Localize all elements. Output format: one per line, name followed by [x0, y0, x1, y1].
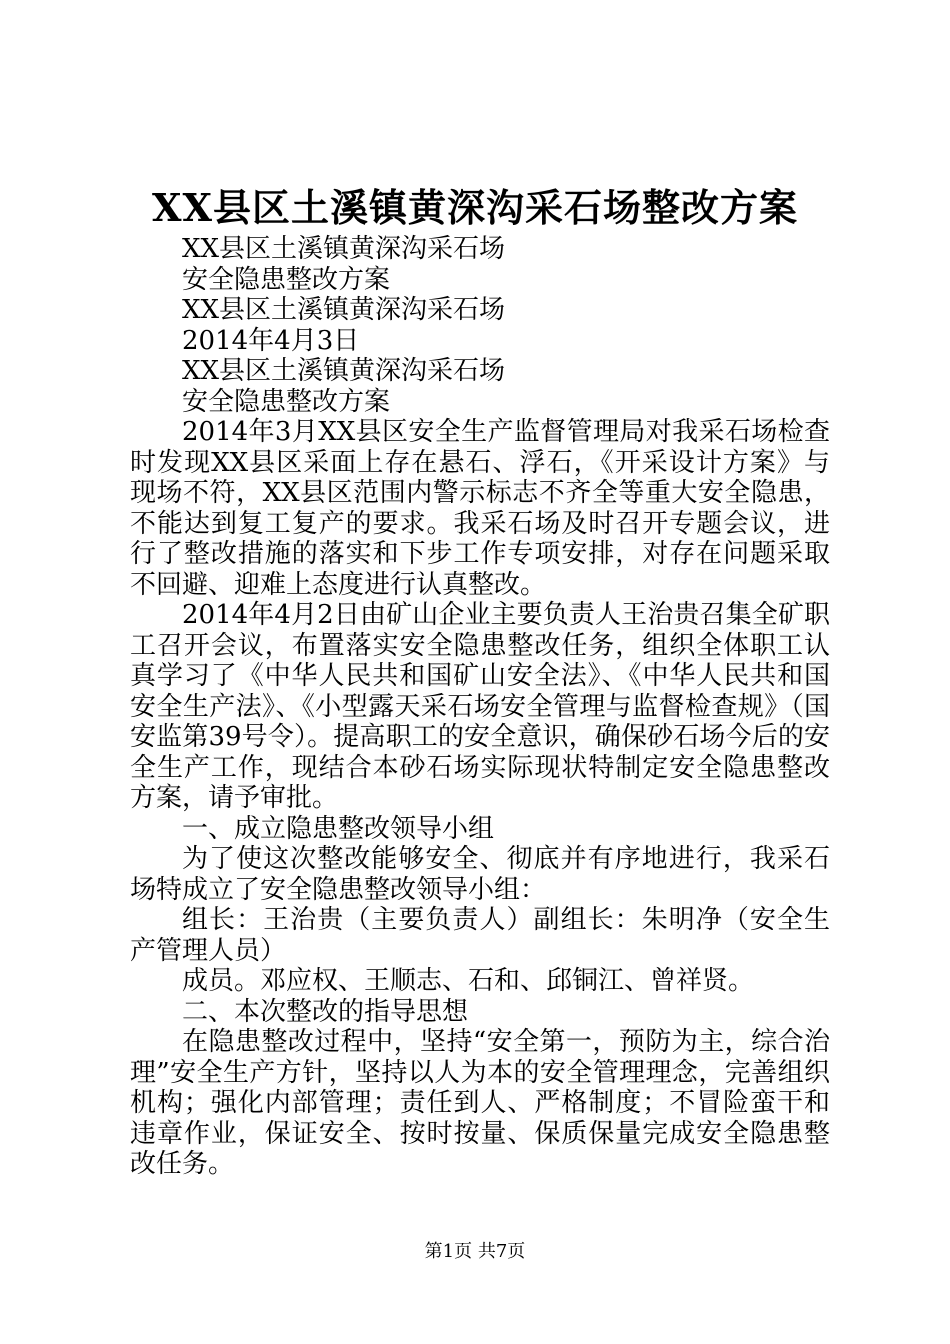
header-line: 2014年4月3日 [182, 325, 360, 356]
header-line: XX县区土溪镇黄深沟采石场 [182, 234, 506, 264]
body-paragraph: 2014年3月XX县区安全生产监督管理局对我采石场检查时发现XX县区采面上存在悬石、浮石，《开采设计方案》与现场不符，XX县区范围内警示标志不齐全等重大安全隐患，不能达到复工复产的要求。我采石场及时召开专题会议，进行了整改措施的落实和下步工作专项安排，对存在问题采取不回避、迎难上态度进行认真整改。 [130, 417, 830, 600]
header-line: 安全隐患整改方案 [182, 264, 391, 295]
body-paragraph: 为了使这次整改能够安全、彻底并有序地进行，我采石场特成立了安全隐患整改领导小组： [130, 844, 830, 905]
section-heading: 一、成立隐患整改领导小组 [182, 813, 495, 844]
body-paragraph: 在隐患整改过程中，坚持“安全第一，预防为主，综合治理”安全生产方针，坚持以人为本的安全管理理念，完善组织机构；强化内部管理；责任到人、严格制度；不冒险蛮干和违章作业，保证安全、按时按量、保质保量完成安全隐患整改任务。 [130, 1027, 830, 1179]
page-footer: 第1页 共7页 [424, 1241, 526, 1262]
body-paragraph: 2014年4月2日由矿山企业主要负责人王治贵召集全矿职工召开会议，布置落实安全隐患整改任务，组织全体职工认真学习了《中华人民共和国矿山安全法》、《中华人民共和国安全生产法》、《小型露天采石场安全管理与监督检查规》（国安监第39号令）。提高职工的安全意识，确保砂石场今后的安全生产工作，现结合本砂石场实际现状特制定安全隐患整改方案，请予审批。 [130, 600, 830, 813]
header-line: XX县区土溪镇黄深沟采石场 [182, 356, 506, 386]
body-paragraph: 组长：王治贵（主要负责人）副组长：朱明净（安全生产管理人员） [130, 905, 830, 966]
header-line: 安全隐患整改方案 [182, 386, 391, 417]
document-title: XX县区土溪镇黄深沟采石场整改方案 [152, 185, 798, 230]
section-heading: 二、本次整改的指导思想 [182, 996, 469, 1027]
document-body [130, 234, 830, 1180]
header-line: XX县区土溪镇黄深沟采石场 [182, 295, 506, 325]
body-paragraph: 成员。邓应权、王顺志、石和、邱铜江、曾祥贤。 [182, 966, 755, 996]
